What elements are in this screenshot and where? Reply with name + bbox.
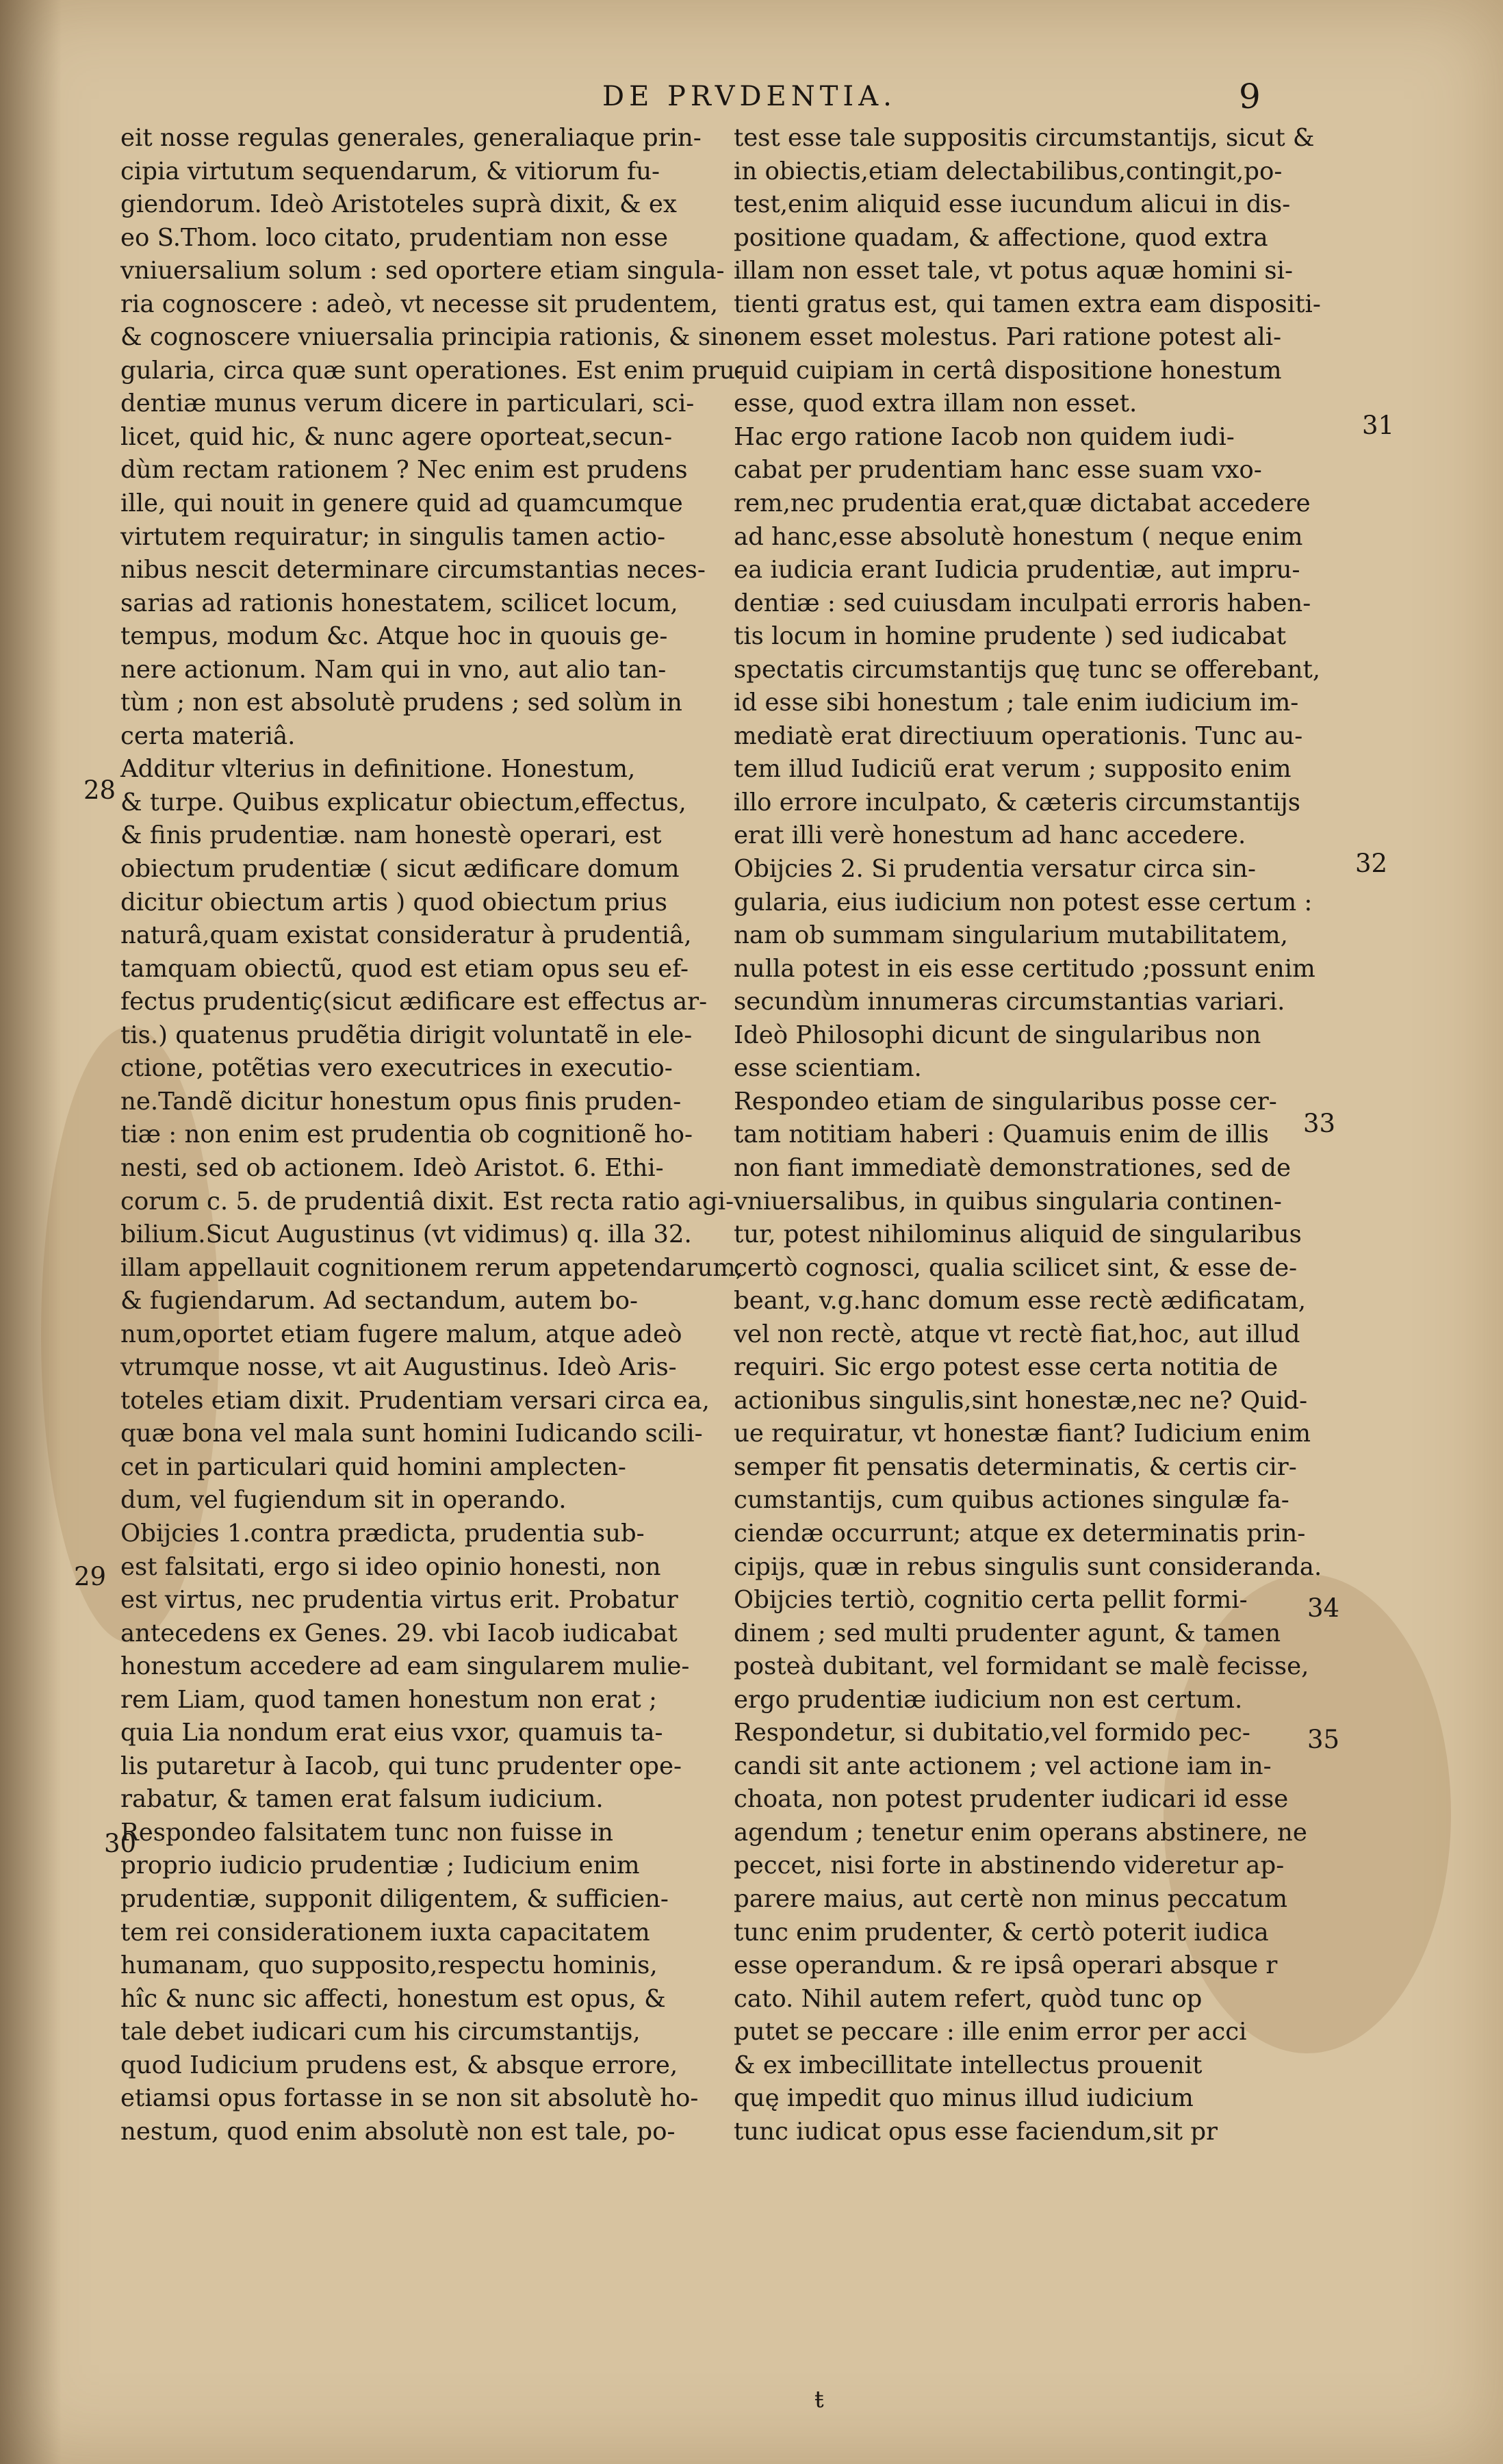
text-line: fectus prudentiç(sicut ædificare est effectus ar- [120, 988, 708, 1016]
text-line: positione quadam, & affectione, quod extra [734, 223, 1268, 252]
text-line: Hac ergo ratione Iacob non quidem iudi- [734, 422, 1235, 451]
text-line: beant, v.g.hanc domum esse rectè ædificatam, [734, 1287, 1307, 1316]
margin-number-29: 29 [74, 1562, 107, 1591]
text-line: dentiæ : sed cuiusdam inculpati erroris haben- [734, 589, 1311, 617]
text-line: eit nosse regulas generales, generaliaque prin- [120, 124, 702, 152]
text-line: nesti, sed ob actionem. Ideò Aristot. 6. Ethi- [120, 1153, 664, 1182]
text-line: secundùm innumeras circumstantias variari. [734, 988, 1285, 1016]
text-line: antecedens ex Genes. 29. vbi Iacob iudicabat [120, 1619, 678, 1647]
text-line: rabatur, & tamen erat falsum iudicium. [120, 1785, 604, 1814]
page-number: 9 [1239, 77, 1261, 116]
text-line: choata, non potest prudenter iudicari id esse [734, 1785, 1289, 1814]
text-line: tur, potest nihilominus aliquid de singularibus [734, 1220, 1302, 1249]
text-line: ea iudicia erant Iudicia prudentiæ, aut impru- [734, 556, 1300, 585]
text-line: tempus, modum &c. Atque hoc in quouis ge- [120, 622, 668, 651]
text-line: parere maius, aut certè non minus peccatum [734, 1884, 1288, 1913]
text-line: ille, qui nouit in genere quid ad quamcumque [120, 489, 683, 518]
text-line: est virtus, nec prudentia virtus erit. Probatur [120, 1586, 678, 1615]
text-line: quæ bona vel mala sunt homini Iudicando scili- [120, 1420, 703, 1448]
margin-number-28: 28 [84, 775, 116, 805]
text-line: giendorum. Ideò Aristoteles suprà dixit, & ex [120, 190, 677, 219]
text-line: cipia virtutum sequendarum, & vitiorum fu- [120, 157, 660, 185]
text-line: tunc iudicat opus esse faciendum,sit pr [734, 2117, 1218, 2146]
text-line: requiri. Sic ergo potest esse certa notitia de [734, 1353, 1279, 1382]
text-line: ria cognoscere : adeò, vt necesse sit prudentem, [120, 290, 719, 318]
text-line: vniuersalium solum : sed oportere etiam singula- [120, 257, 725, 285]
left-text-column [120, 122, 743, 2148]
text-line: tem rei considerationem iuxta capacitatem [120, 1918, 650, 1947]
text-line: tis.) quatenus prudẽtia dirigit voluntatẽ in ele- [120, 1021, 693, 1049]
text-line: quę impedit quo minus illud iudicium [734, 2084, 1194, 2113]
text-line: rem Liam, quod tamen honestum non erat ; [120, 1685, 657, 1714]
text-line: nibus nescit determinare circumstantias neces- [120, 556, 706, 585]
text-line: dicitur obiectum artis ) quod obiectum prius [120, 888, 668, 916]
text-line: Additur vlterius in definitione. Honestum, [120, 755, 636, 784]
text-line: Ideò Philosophi dicunt de singularibus non [734, 1021, 1261, 1049]
text-line: putet se peccare : ille enim error per acci [734, 2018, 1247, 2046]
text-line: posteà dubitant, vel formidant se malè fecisse, [734, 1652, 1309, 1681]
text-line: id esse sibi honestum ; tale enim iudicium im- [734, 689, 1299, 717]
text-line: tunc enim prudenter, & certò poterit iudica [734, 1918, 1269, 1947]
running-title: DE PRVDENTIA. [602, 81, 897, 112]
margin-number-30: 30 [104, 1829, 137, 1858]
text-line: & turpe. Quibus explicatur obiectum,effectus, [120, 788, 686, 817]
text-line: ad hanc,esse absolutè honestum ( neque enim [734, 522, 1303, 551]
text-line: dum, vel fugiendum sit in operando. [120, 1486, 567, 1515]
text-line: ctione, potẽtias vero executrices in executio- [120, 1054, 673, 1083]
text-line: nam ob summam singularium mutabilitatem, [734, 921, 1288, 950]
text-line: Obijcies tertiò, cognitio certa pellit formi- [734, 1586, 1248, 1615]
text-line: Respondetur, si dubitatio,vel formido pec- [734, 1719, 1250, 1747]
text-line: honestum accedere ad eam singularem mulie- [120, 1652, 690, 1681]
text-line: test,enim aliquid esse iucundum alicui in dis- [734, 190, 1291, 219]
text-line: prudentiæ, supponit diligentem, & sufficien- [120, 1884, 669, 1913]
margin-number-33: 33 [1303, 1109, 1336, 1138]
text-line: illam non esset tale, vt potus aquæ homini si- [734, 257, 1293, 285]
text-line: mediatè erat directiuum operationis. Tunc au- [734, 721, 1303, 750]
text-line: gularia, eius iudicium non potest esse certum : [734, 888, 1313, 916]
text-line: certa materiâ. [120, 721, 296, 750]
text-line: ue requiratur, vt honestæ fiant? Iudicium enim [734, 1420, 1311, 1448]
text-line: proprio iudicio prudentiæ ; Iudicium enim [120, 1851, 640, 1880]
text-line: spectatis circumstantijs quę tunc se offerebant, [734, 655, 1321, 684]
text-line: ne.Tandẽ dicitur honestum opus finis pruden- [120, 1087, 682, 1116]
text-line: peccet, nisi forte in abstinendo videretur ap- [734, 1851, 1285, 1880]
text-line: in obiectis,etiam delectabilibus,contingit,po- [734, 157, 1283, 185]
text-line: actionibus singulis,sint honestæ,nec ne? Quid- [734, 1386, 1308, 1415]
text-line: licet, quid hic, & nunc agere oporteat,secun- [120, 422, 673, 451]
text-line: ergo prudentiæ iudicium non est certum. [734, 1685, 1243, 1714]
text-line: cato. Nihil autem refert, quòd tunc op [734, 1984, 1203, 2013]
text-line: test esse tale suppositis circumstantijs, sicut & [734, 124, 1315, 152]
margin-number-32: 32 [1355, 849, 1388, 878]
text-line: vtrumque nosse, vt ait Augustinus. Ideò Aris- [120, 1353, 677, 1382]
text-line: nestum, quod enim absolutè non est tale, po- [120, 2117, 676, 2146]
text-line: & finis prudentiæ. nam honestè operari, est [120, 821, 662, 850]
text-line: humanam, quo supposito,respectu hominis, [120, 1951, 658, 1980]
text-line: onem esset molestus. Pari ratione potest ali- [734, 323, 1282, 352]
text-line: & cognoscere vniuersalia principia rationis, & sin- [120, 323, 743, 352]
text-line: vel non rectè, atque vt rectè fiat,hoc, aut illud [734, 1320, 1300, 1348]
text-line: esse scientiam. [734, 1054, 922, 1083]
text-line: & ex imbecillitate intellectus prouenit [734, 2051, 1203, 2079]
text-line: vniuersalibus, in quibus singularia continen- [734, 1187, 1282, 1216]
text-line: naturâ,quam existat consideratur à prudentiâ, [120, 921, 692, 950]
text-line: cumstantijs, cum quibus actiones singulæ fa- [734, 1486, 1289, 1515]
text-line: & fugiendarum. Ad sectandum, autem bo- [120, 1287, 639, 1316]
text-line: quia Lia nondum erat eius vxor, quamuis ta- [120, 1719, 663, 1747]
text-line: obiectum prudentiæ ( sicut ædificare domum [120, 855, 680, 884]
text-line: est falsitati, ergo si ideo opinio honesti, non [120, 1552, 661, 1581]
text-line: toteles etiam dixit. Prudentiam versari circa ea, [120, 1386, 710, 1415]
text-line: cet in particulari quid homini amplecten- [120, 1452, 626, 1481]
text-line: agendum ; tenetur enim operans abstinere, ne [734, 1818, 1307, 1847]
text-line: tamquam obiectũ, quod est etiam opus seu ef- [120, 954, 689, 983]
text-line: nulla potest in eis esse certitudo ;possunt enim [734, 954, 1315, 983]
right-text-column [734, 122, 1350, 2148]
text-line: esse, quod extra illam non esset. [734, 389, 1138, 418]
text-line: non fiant immediatè demonstrationes, sed de [734, 1153, 1292, 1182]
text-line: sarias ad rationis honestatem, scilicet locum, [120, 589, 678, 617]
text-line: corum c. 5. de prudentiâ dixit. Est recta ratio agi- [120, 1187, 734, 1216]
text-line: hîc & nunc sic affecti, honestum est opus, & [120, 1984, 666, 2013]
text-line: quid cuipiam in certâ dispositione honestum [734, 356, 1282, 385]
text-line: ciendæ occurrunt; atque ex determinatis prin- [734, 1519, 1306, 1548]
text-line: gularia, circa quæ sunt operationes. Est enim pru- [120, 356, 743, 385]
text-line: candi sit ante actionem ; vel actione iam in- [734, 1751, 1272, 1780]
text-line: illo errore inculpato, & cæteris circumstantijs [734, 788, 1300, 817]
text-line: etiamsi opus fortasse in se non sit absolutè ho- [120, 2084, 699, 2113]
margin-number-35: 35 [1307, 1725, 1340, 1754]
text-line: tùm ; non est absolutè prudens ; sed solùm in [120, 689, 682, 717]
text-line: certò cognosci, qualia scilicet sint, & esse de- [734, 1253, 1298, 1282]
margin-number-31: 31 [1362, 411, 1395, 440]
text-line: dùm rectam rationem ? Nec enim est prudens [120, 456, 688, 485]
text-line: bilium.Sicut Augustinus (vt vidimus) q. illa 32. [120, 1220, 692, 1249]
text-line: illam appellauit cognitionem rerum appetendarum, [120, 1253, 743, 1282]
text-line: num,oportet etiam fugere malum, atque adeò [120, 1320, 682, 1348]
footer-mark: ŧ [814, 2386, 824, 2413]
text-line: semper fit pensatis determinatis, & certis cir- [734, 1452, 1297, 1481]
text-line: eo S.Thom. loco citato, prudentiam non esse [120, 223, 669, 252]
text-line: tem illud Iudiciũ erat verum ; supposito enim [734, 755, 1292, 784]
text-line: tienti gratus est, qui tamen extra eam dispositi- [734, 290, 1321, 318]
text-line: dentiæ munus verum dicere in particulari, sci- [120, 389, 695, 418]
text-line: dinem ; sed multi prudenter agunt, & tamen [734, 1619, 1281, 1647]
text-line: tale debet iudicari cum his circumstantijs, [120, 2018, 641, 2046]
text-line: lis putaretur à Iacob, qui tunc prudenter ope- [120, 1751, 682, 1780]
text-line: nere actionum. Nam qui in vno, aut alio tan- [120, 655, 667, 684]
text-line: rem,nec prudentia erat,quæ dictabat accedere [734, 489, 1311, 518]
text-line: Respondeo falsitatem tunc non fuisse in [120, 1818, 614, 1847]
text-line: virtutem requiratur; in singulis tamen actio- [120, 522, 666, 551]
text-line: quod Iudicium prudens est, & absque errore, [120, 2051, 678, 2079]
text-line: tiæ : non enim est prudentia ob cognitionẽ ho- [120, 1120, 693, 1149]
margin-number-34: 34 [1307, 1593, 1340, 1623]
text-line: esse operandum. & re ipsâ operari absque r [734, 1951, 1278, 1980]
text-line: tam notitiam haberi : Quamuis enim de illis [734, 1120, 1269, 1149]
text-line: cipijs, quæ in rebus singulis sunt consideranda. [734, 1552, 1322, 1581]
text-line: Respondeo etiam de singularibus posse cer- [734, 1087, 1277, 1116]
text-line: Obijcies 1.contra prædicta, prudentia sub- [120, 1519, 645, 1548]
text-line: Obijcies 2. Si prudentia versatur circa sin- [734, 855, 1257, 884]
text-line: erat illi verè honestum ad hanc accedere. [734, 821, 1246, 850]
text-line: cabat per prudentiam hanc esse suam vxo- [734, 456, 1262, 485]
text-line: tis locum in homine prudente ) sed iudicabat [734, 622, 1287, 651]
